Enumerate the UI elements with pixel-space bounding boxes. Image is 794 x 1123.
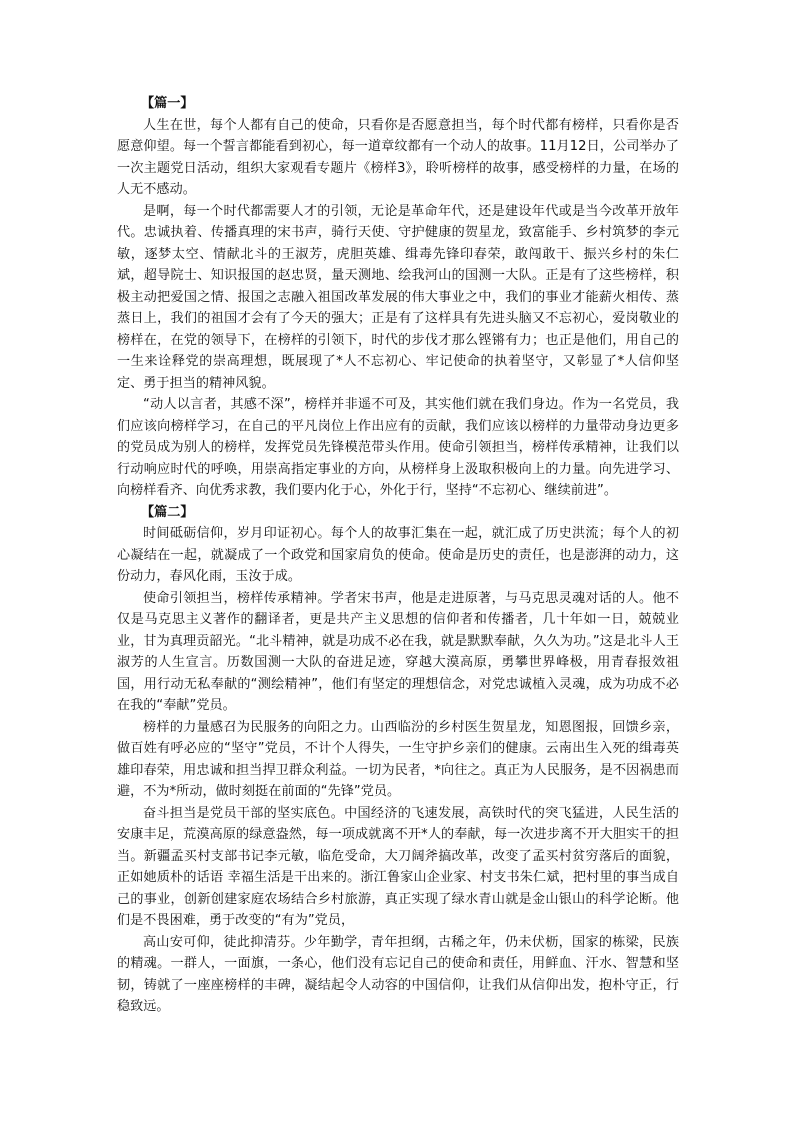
paragraph: 榜样的力量感召为民服务的向阳之力。山西临汾的乡村医生贺星龙，知恩图报，回馈乡亲，做百姓有呼必应的“坚守”党员，不计个人得失，一生守护乡亲们的健康。云南出生入死的缉毒英雄印春荣，用忠诚和担当捍卫群众利益。一切为民者，*向往之。真正为人民服务，是不因祸患而避，不为*所动，做时刻挺在前面的“先锋”党员。 [117,719,679,799]
paragraph: 高山安可仰，徒此抑清芬。少年勤学，青年担纲，古稀之年，仍未伏枥，国家的栋梁，民族的精魂。一群人，一面旗，一条心，他们没有忘记自己的使命和责任，用鲜血、汗水、智慧和坚韧，铸就了一座座榜样的丰碑，凝结起令人动容的中国信仰，让我们从信仰出发，抱朴守正，行稳致远。 [117,934,679,1014]
section-pian-er [117,502,679,1018]
paragraph: 时间砥砺信仰，岁月印证初心。每个人的故事汇集在一起，就汇成了历史洪流；每个人的初心凝结在一起，就凝成了一个政党和国家肩负的使命。使命是历史的责任，也是澎湃的动力，这份动力，春风化雨，玉汝于成。 [117,526,679,584]
paragraph: 奋斗担当是党员干部的坚实底色。中国经济的飞速发展，高铁时代的突飞猛进，人民生活的安康丰足，荒漠高原的绿意盎然，每一项成就离不开*人的奉献，每一次进步离不开大胆实干的担当。新疆孟买村支部书记李元敏，临危受命，大刀阔斧搞改革，改变了孟买村贫穷落后的面貌，正如她质朴的话语 幸福生活是干出来的。浙江鲁家山企业家、村支书朱仁斌，把村里的事当成自己的事业，创新创建家庭农场结合乡村旅游，真正实现了绿水青山就是金山银山的科学论断。他们是不畏困难，勇于改变的“有为”党员， [117,805,679,928]
document-body [117,93,679,1018]
section-heading: 【篇二】 [141,504,194,520]
section-heading: 【篇一】 [141,96,194,111]
paragraph: 使命引领担当，榜样传承精神。学者宋书声，他是走进原著，与马克思灵魂对话的人。他不仅是马克思主义著作的翻译者，更是共产主义思想的信仰者和传播者，几十年如一日，兢兢业业，甘为真理贡韶光。“北斗精神，就是功成不必在我，就是默默奉献，久久为功。”这是北斗人王淑芳的人生宣言。历数国测一大队的奋进足迹，穿越大漠高原，勇攀世界峰极，用青春报效祖国，用行动无私奉献的“测绘精神”，他们有坚定的理想信念，对党忠诚植入灵魂，成为功成不必在我的“奉献”党员。 [117,590,679,713]
paragraph: 是啊，每一个时代都需要人才的引领，无论是革命年代，还是建设年代或是当今改革开放年代。忠诚执着、传播真理的宋书声，骑行天使、守护健康的贺星龙，致富能手、乡村筑梦的李元敏，逐梦太空、情献北斗的王淑芳，虎胆英雄、缉毒先锋印春荣，敢闯敢干、振兴乡村的朱仁斌，超导院士、知识报国的赵忠贤，量天测地、绘我河山的国测一大队。正是有了这些榜样，积极主动把爱国之情、报国之志融入祖国改革发展的伟大事业之中，我们的事业才能薪火相传、蒸蒸日上，我们的祖国才会有了今天的强大；正是有了这样具有先进头脑又不忘初心，爱岗敬业的榜样在，在党的领导下，在榜样的引领下，时代的步伐才那么铿锵有力；也正是他们，用自己的一生来诠释党的崇高理想，既展现了*人不忘初心、牢记使命的执着坚守，又彰显了*人信仰坚定、勇于担当的精神风貌。 [117,203,679,391]
section-pian-yi [117,93,679,502]
paragraph: “动人以言者，其感不深”，榜样并非遥不可及，其实他们就在我们身边。作为一名党员，我们应该向榜样学习，在自己的平凡岗位上作出应有的贡献，我们应该以榜样的力量带动身边更多的党员成为别人的榜样，发挥党员先锋模范带头作用。使命引领担当，榜样传承精神，让我们以行动响应时代的呼唤，用崇高指定事业的方向，从榜样身上汲取积极向上的力量。向先进学习、向榜样看齐、向优秀求教，我们要内化于心，外化于行，坚持“不忘初心、继续前进”。 [117,397,679,498]
paragraph: 人生在世，每个人都有自己的使命，只看你是否愿意担当，每个时代都有榜样，只看你是否愿意仰望。每一个誓言都能看到初心，每一道章纹都有一个动人的故事。11月12日，公司举办了一次主题党日活动，组织大家观看专题片《榜样3》，聆听榜样的故事，感受榜样的力量，在场的人无不感动。 [117,117,679,197]
